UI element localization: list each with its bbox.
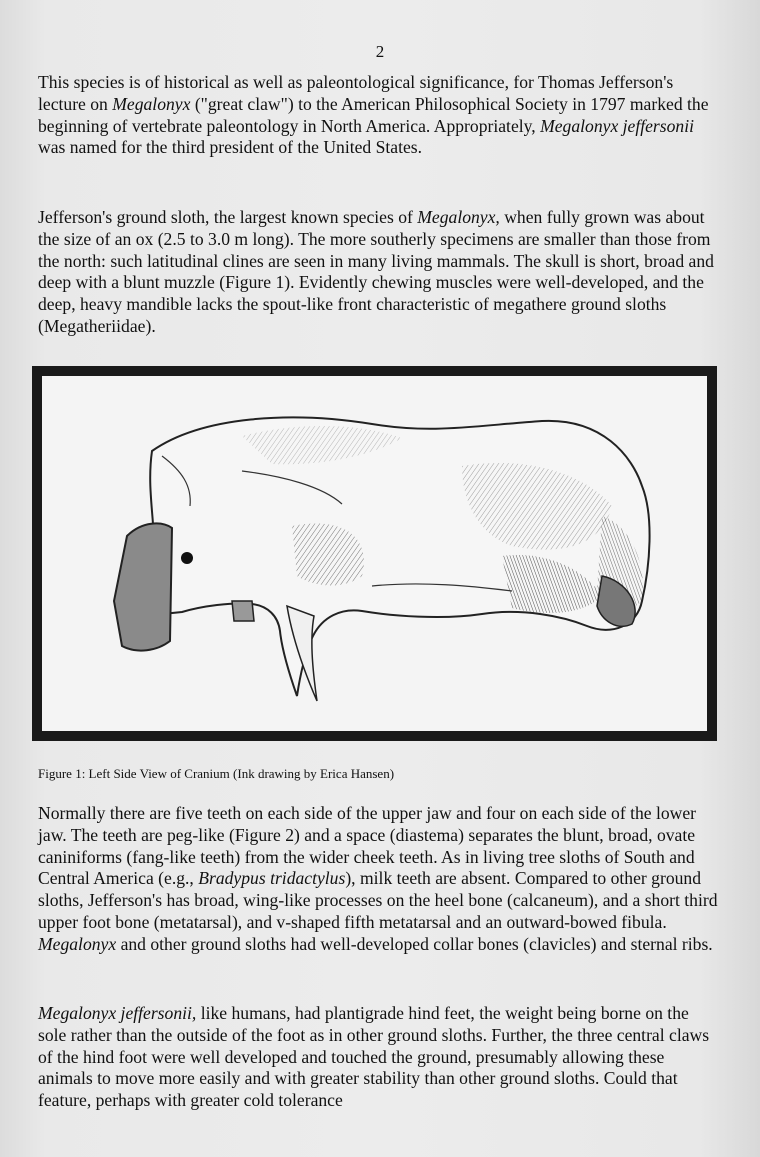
foramen bbox=[181, 552, 193, 564]
cranium-outline bbox=[150, 417, 649, 696]
text-run: ("great claw") to the American Philosophical Society in 1797 marked the beginning of vertebrate paleontology in North America. Appropriately, bbox=[38, 93, 709, 136]
italic-taxon: Megalonyx jeffersonii bbox=[540, 115, 694, 136]
tooth bbox=[232, 601, 254, 621]
text-run: when fully grown was about the size of an ox (2.5 to 3.0 m long). The more southerly specimens are smaller than those from the north: such latitudinal clines are seen in many living mammals. The skull is short, broad and deep with a blunt muzzle (Figure 1). Evidently chewing muscles were well-developed, and the deep, heavy mandible lacks the spout-like front characteristic of megathere ground sloths (Megatheriidae). bbox=[38, 207, 714, 336]
italic-taxon: Bradypus tridactylus bbox=[198, 868, 346, 889]
paragraph-size-and-skull bbox=[38, 207, 718, 338]
text-run: was named for the third president of the United States. bbox=[38, 137, 423, 158]
page-number: 2 bbox=[375, 42, 385, 61]
cranium-drawing bbox=[42, 376, 707, 731]
text-run: and other ground sloths had well-developed collar bones (clavicles) and sternal ribs. bbox=[116, 933, 713, 954]
text-run: This species is of historical as well as paleontological significance, for Thomas Jefferson's lecture on bbox=[38, 72, 674, 114]
italic-taxon: Megalonyx bbox=[38, 933, 117, 954]
text-run: Jefferson's ground sloth, the largest known species of bbox=[38, 207, 418, 227]
italic-taxon: Megalonyx, bbox=[417, 207, 500, 227]
paragraph-hind-feet bbox=[38, 1003, 718, 1112]
paragraph-teeth-and-skeleton bbox=[38, 803, 718, 956]
italic-taxon: Megalonyx bbox=[112, 93, 191, 114]
figure-1-frame bbox=[32, 366, 717, 741]
figure-caption: Figure 1: Left Side View of Cranium (Ink drawing by Erica Hansen) bbox=[38, 766, 395, 781]
text-run: Normally there are five teeth on each side of the upper jaw and four on each side of the lower jaw. The teeth are peg-like (Figure 2) and a space (diastema) separates the blunt, broad, ovate caniniforms (fang-like teeth) from the wider cheek teeth. As in living tree sloths of South and Central America (e.g., bbox=[38, 803, 697, 889]
italic-taxon: Megalonyx jeffersonii, bbox=[38, 1003, 197, 1023]
muzzle-block bbox=[114, 523, 172, 650]
text-run: ), milk teeth are absent. Compared to other ground sloths, Jefferson's has broad, wing-like processes on the heel bone (calcaneum), and a short third upper foot bone (metatarsal), and v-shaped fifth metatarsal and an outward-bowed fibula. bbox=[38, 868, 718, 932]
paragraph-historical-significance bbox=[38, 72, 718, 159]
text-run: like humans, had plantigrade hind feet, the weight being borne on the sole rather than the outside of the foot as in other ground sloths. Further, the three central claws of the hind foot were well developed and touched the ground, presumably allowing these animals to move more easily and with greater stability than other ground sloths. Could that feature, perhaps with greater cold tolerance bbox=[38, 1003, 710, 1111]
